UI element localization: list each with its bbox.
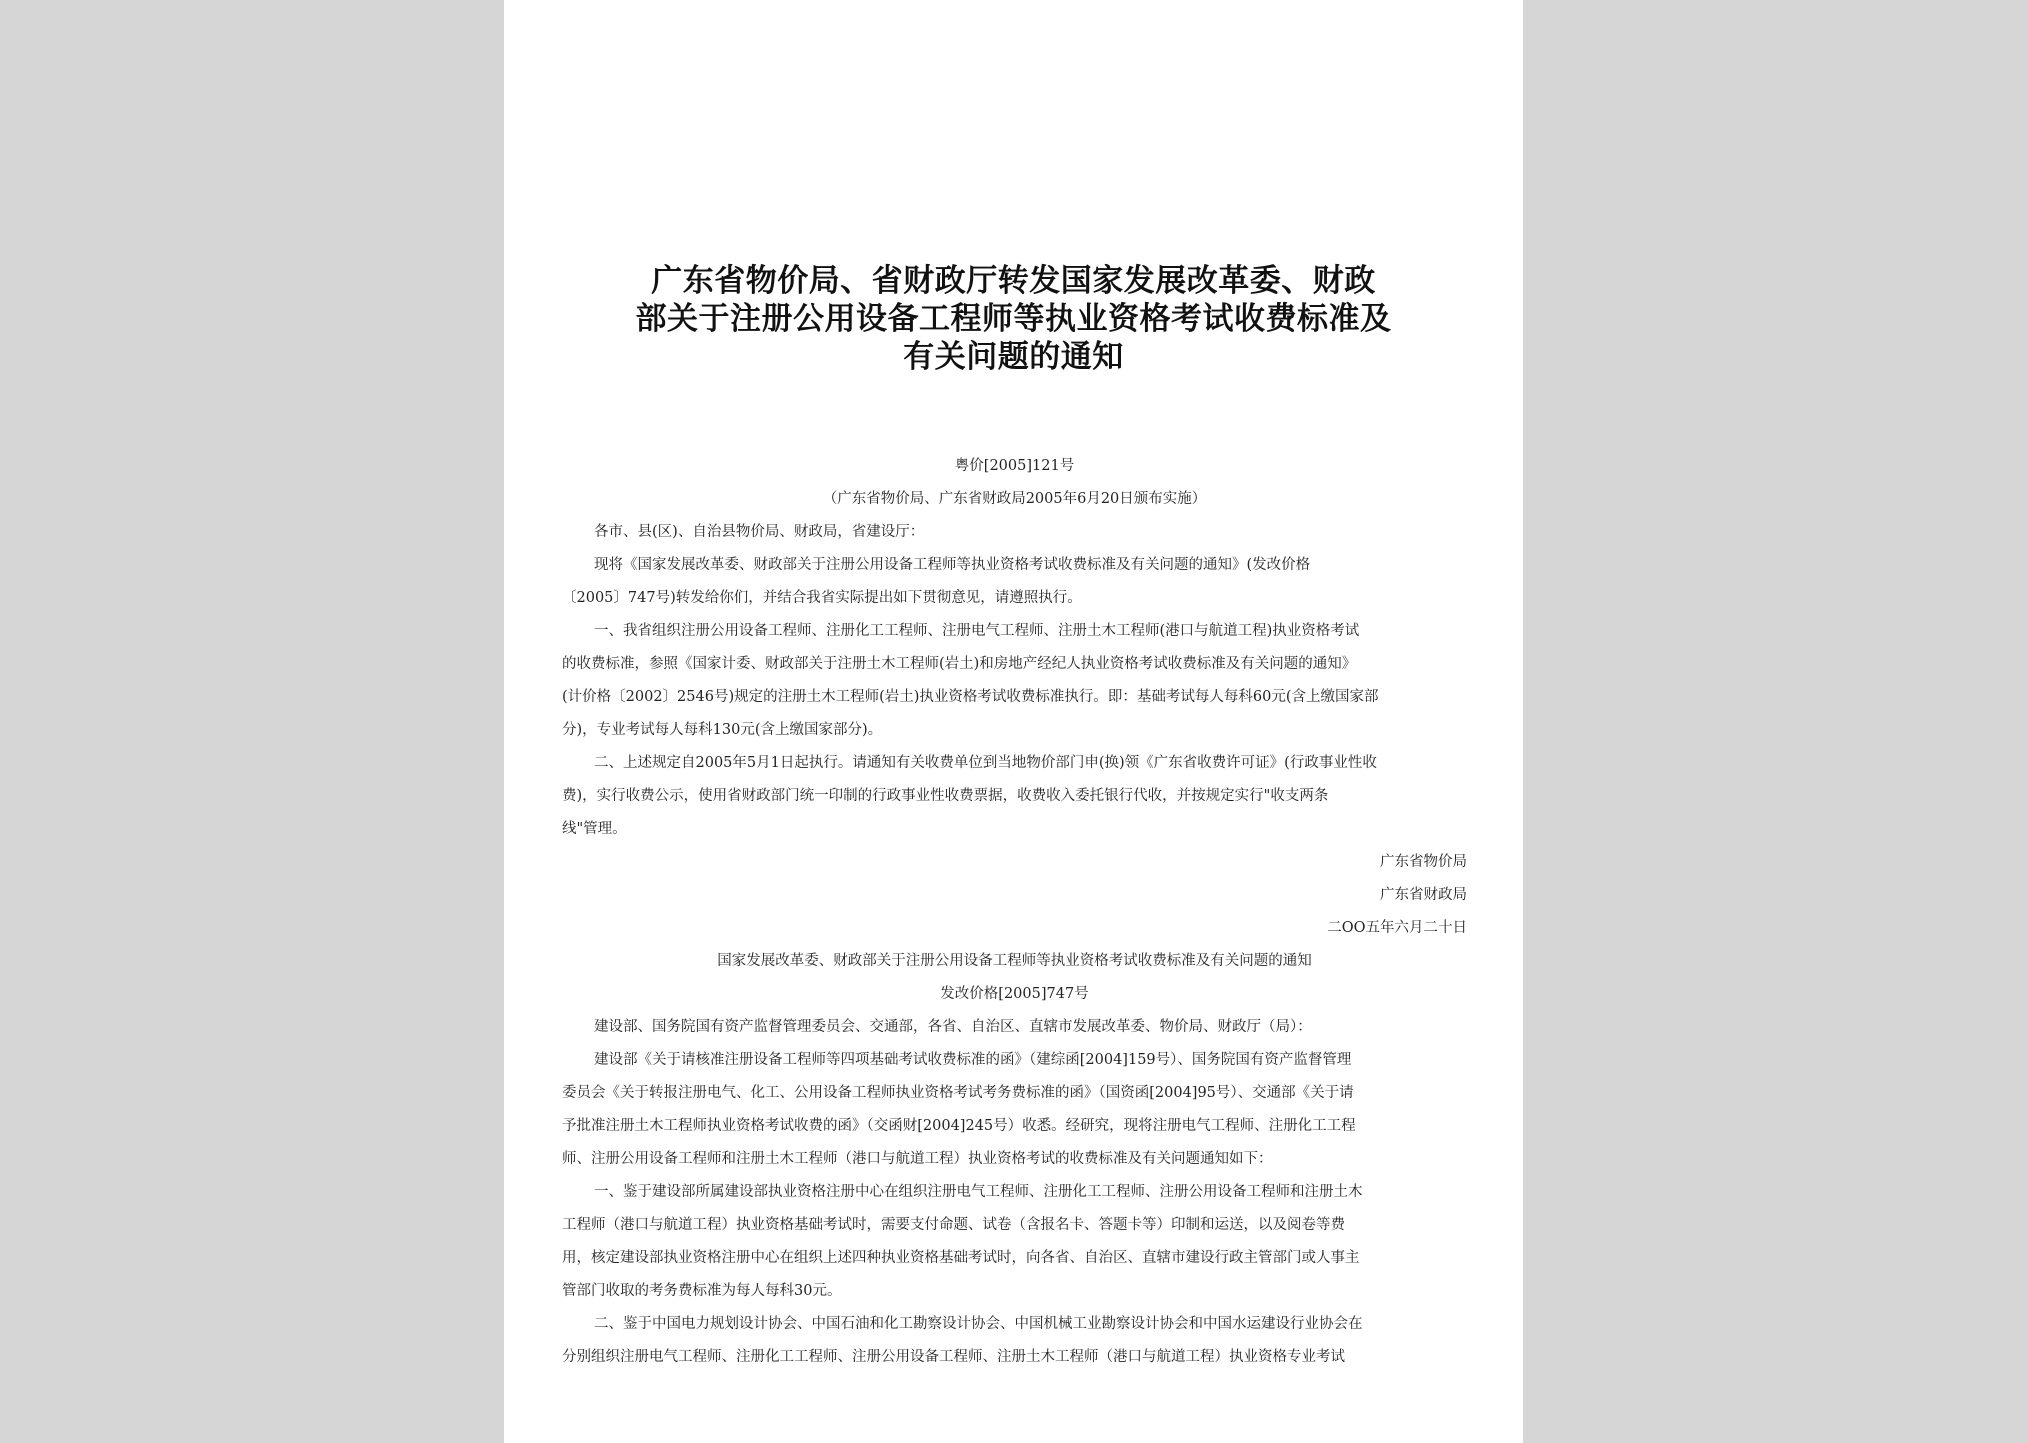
addressee: 各市、县(区)、自治县物价局、财政局，省建设厅： <box>594 524 925 540</box>
attached-addressee: 建设部、国务院国有资产监督管理委员会、交通部，各省、自治区、直辖市发展改革委、物价局、财政厅（局）： <box>594 1019 1312 1035</box>
paragraph-line: 一、我省组织注册公用设备工程师、注册化工工程师、注册电气工程师、注册土木工程师(港口与航道工程)执业资格考试 <box>594 623 1360 639</box>
signature-line: 广东省物价局 <box>1380 854 1467 870</box>
document-body <box>562 450 1467 1374</box>
paragraph-line: 委员会《关于转报注册电气、化工、公用设备工程师执业资格考试考务费标准的函》（国资函[2004]95号）、交通部《关于请 <box>562 1085 1354 1101</box>
paragraph-line: 分别组织注册电气工程师、注册化工工程师、注册公用设备工程师、注册土木工程师（港口与航道工程）执业资格专业考试 <box>562 1349 1345 1365</box>
paragraph-line: 管部门收取的考务费标准为每人每科30元。 <box>562 1283 842 1299</box>
paragraph-line: 线"管理。 <box>562 821 627 837</box>
doc-number: 粤价[2005]121号 <box>954 458 1075 474</box>
paragraph-line: 分)，专业考试每人每科130元(含上缴国家部分)。 <box>562 722 883 738</box>
paragraph-line: 现将《国家发展改革委、财政部关于注册公用设备工程师等执业资格考试收费标准及有关问题的通知》(发改价格 <box>594 557 1311 573</box>
paragraph-line: 二、鉴于中国电力规划设计协会、中国石油和化工勘察设计协会、中国机械工业勘察设计协会和中国水运建设行业协会在 <box>594 1316 1363 1332</box>
paragraph-line: 建设部《关于请核准注册设备工程师等四项基础考试收费标准的函》（建综函[2004]159号）、国务院国有资产监督管理 <box>594 1052 1352 1068</box>
document-page <box>504 0 1523 1443</box>
paragraph-line: 用，核定建设部执业资格注册中心在组织上述四种执业资格基础考试时，向各省、自治区、直辖市建设行政主管部门或人事主 <box>562 1250 1360 1266</box>
signature-line: 广东省财政局 <box>1380 887 1467 903</box>
paragraph-line: 师、注册公用设备工程师和注册土木工程师（港口与航道工程）执业资格考试的收费标准及有关问题通知如下： <box>562 1151 1273 1167</box>
document-title <box>544 262 1483 376</box>
paragraph-line: 的收费标准，参照《国家计委、财政部关于注册土木工程师(岩土)和房地产经纪人执业资格考试收费标准及有关问题的通知》 <box>562 656 1357 672</box>
title-line: 有关问题的通知 <box>903 339 1124 375</box>
paragraph-line: 一、鉴于建设部所属建设部执业资格注册中心在组织注册电气工程师、注册化工工程师、注册公用设备工程师和注册土木 <box>594 1184 1363 1200</box>
title-line: 广东省物价局、省财政厅转发国家发展改革委、财政 <box>651 263 1376 299</box>
paragraph-line: 二、上述规定自2005年5月1日起执行。请通知有关收费单位到当地物价部门申(换)领《广东省收费许可证》(行政事业性收 <box>594 755 1377 771</box>
paragraph-line: 费)，实行收费公示，使用省财政部门统一印制的行政事业性收费票据，收费收入委托银行代收，并按规定实行"收支两条 <box>562 788 1329 804</box>
paragraph-line: (计价格〔2002〕2546号)规定的注册土木工程师(岩土)执业资格考试收费标准执行。即：基础考试每人每科60元(含上缴国家部 <box>562 689 1379 705</box>
attached-number: 发改价格[2005]747号 <box>940 986 1089 1002</box>
paragraph-line: 〔2005〕747号)转发给你们，并结合我省实际提出如下贯彻意见，请遵照执行。 <box>562 590 1082 606</box>
attached-title: 国家发展改革委、财政部关于注册公用设备工程师等执业资格考试收费标准及有关问题的通知 <box>717 953 1312 969</box>
paragraph-line: 工程师（港口与航道工程）执业资格基础考试时，需要支付命题、试卷（含报名卡、答题卡等）印制和运送，以及阅卷等费 <box>562 1217 1345 1233</box>
issuance-note: （广东省物价局、广东省财政局2005年6月20日颁布实施） <box>822 491 1207 507</box>
paragraph-line: 予批准注册土木工程师执业资格考试收费的函》（交函财[2004]245号）收悉。经研究，现将注册电气工程师、注册化工工程 <box>562 1118 1356 1134</box>
signature-date: 二OO五年六月二十日 <box>1327 920 1467 936</box>
title-line: 部关于注册公用设备工程师等执业资格考试收费标准及 <box>635 301 1392 337</box>
